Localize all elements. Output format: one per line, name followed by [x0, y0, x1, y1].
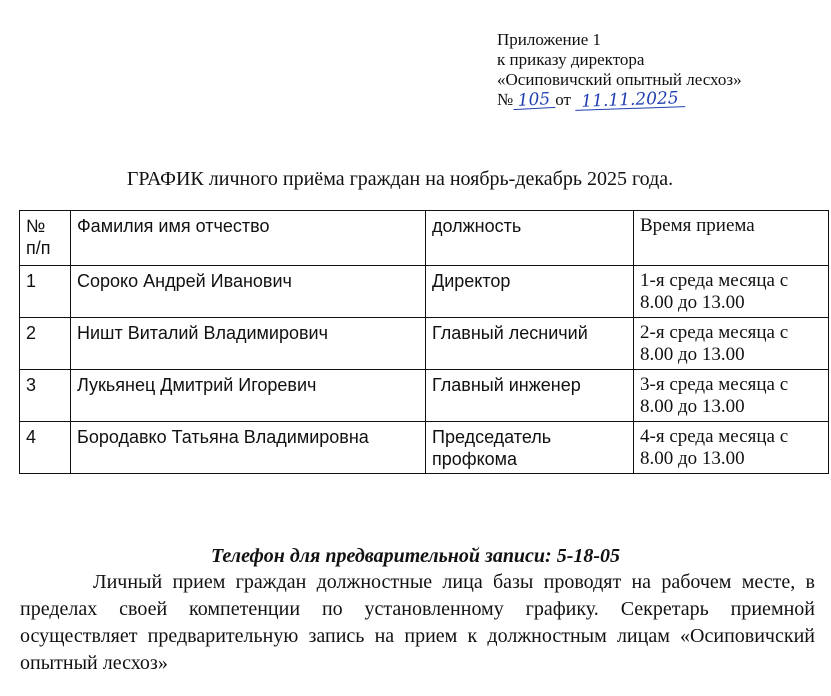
- cell-time: 3-я среда месяца с 8.00 до 13.00: [634, 370, 829, 422]
- cell-time: 1-я среда месяца с 8.00 до 13.00: [634, 266, 829, 318]
- cell-num: 1: [20, 266, 71, 318]
- appendix-line-2: к приказу директора: [497, 50, 645, 69]
- table-header-row: [20, 211, 829, 266]
- cell-position: Председатель профкома: [426, 422, 634, 474]
- cell-name: Ништ Виталий Владимирович: [71, 318, 426, 370]
- table-row: [20, 370, 829, 422]
- header-name: Фамилия имя отчество: [71, 211, 426, 266]
- info-paragraph: Личный прием граждан должностные лица базы проводят на рабочем месте, в пределах своей компетенции по установленному графику. Секретарь приемной осуществляет предварительную запись на прием к должностным лицам «Осиповичский опытный лесхоз»: [20, 571, 815, 674]
- header-time: Время приема: [634, 211, 829, 266]
- cell-name: Сороко Андрей Иванович: [71, 266, 426, 318]
- phone-line: Телефон для предварительной записи: 5-18-05: [210, 545, 621, 567]
- date-prefix: от: [555, 90, 571, 109]
- cell-name: Бородавко Татьяна Владимировна: [71, 422, 426, 474]
- handwritten-order-number: 105: [513, 91, 556, 110]
- table-row: [20, 266, 829, 318]
- header-num: № п/п: [20, 211, 71, 266]
- cell-num: 4: [20, 422, 71, 474]
- cell-num: 2: [20, 318, 71, 370]
- schedule-table: [19, 210, 829, 474]
- appendix-line-3: «Осиповичский опытный лесхоз»: [497, 70, 742, 89]
- cell-position: Главный инженер: [426, 370, 634, 422]
- cell-num: 3: [20, 370, 71, 422]
- handwritten-order-date: 11.11.2025: [575, 90, 686, 111]
- number-prefix: №: [497, 90, 514, 109]
- table-row: [20, 318, 829, 370]
- cell-time: 4-я среда месяца с 8.00 до 13.00: [634, 422, 829, 474]
- header-position: должность: [426, 211, 634, 266]
- appendix-block: [497, 30, 742, 110]
- cell-time: 2-я среда месяца с 8.00 до 13.00: [634, 318, 829, 370]
- appendix-line-1: Приложение 1: [497, 30, 601, 49]
- cell-position: Главный лесничий: [426, 318, 634, 370]
- page-title: ГРАФИК личного приёма граждан на ноябрь-декабрь 2025 года.: [126, 168, 674, 190]
- cell-position: Директор: [426, 266, 634, 318]
- order-number-line: [497, 90, 742, 110]
- table-row: [20, 422, 829, 474]
- cell-name: Лукьянец Дмитрий Игоревич: [71, 370, 426, 422]
